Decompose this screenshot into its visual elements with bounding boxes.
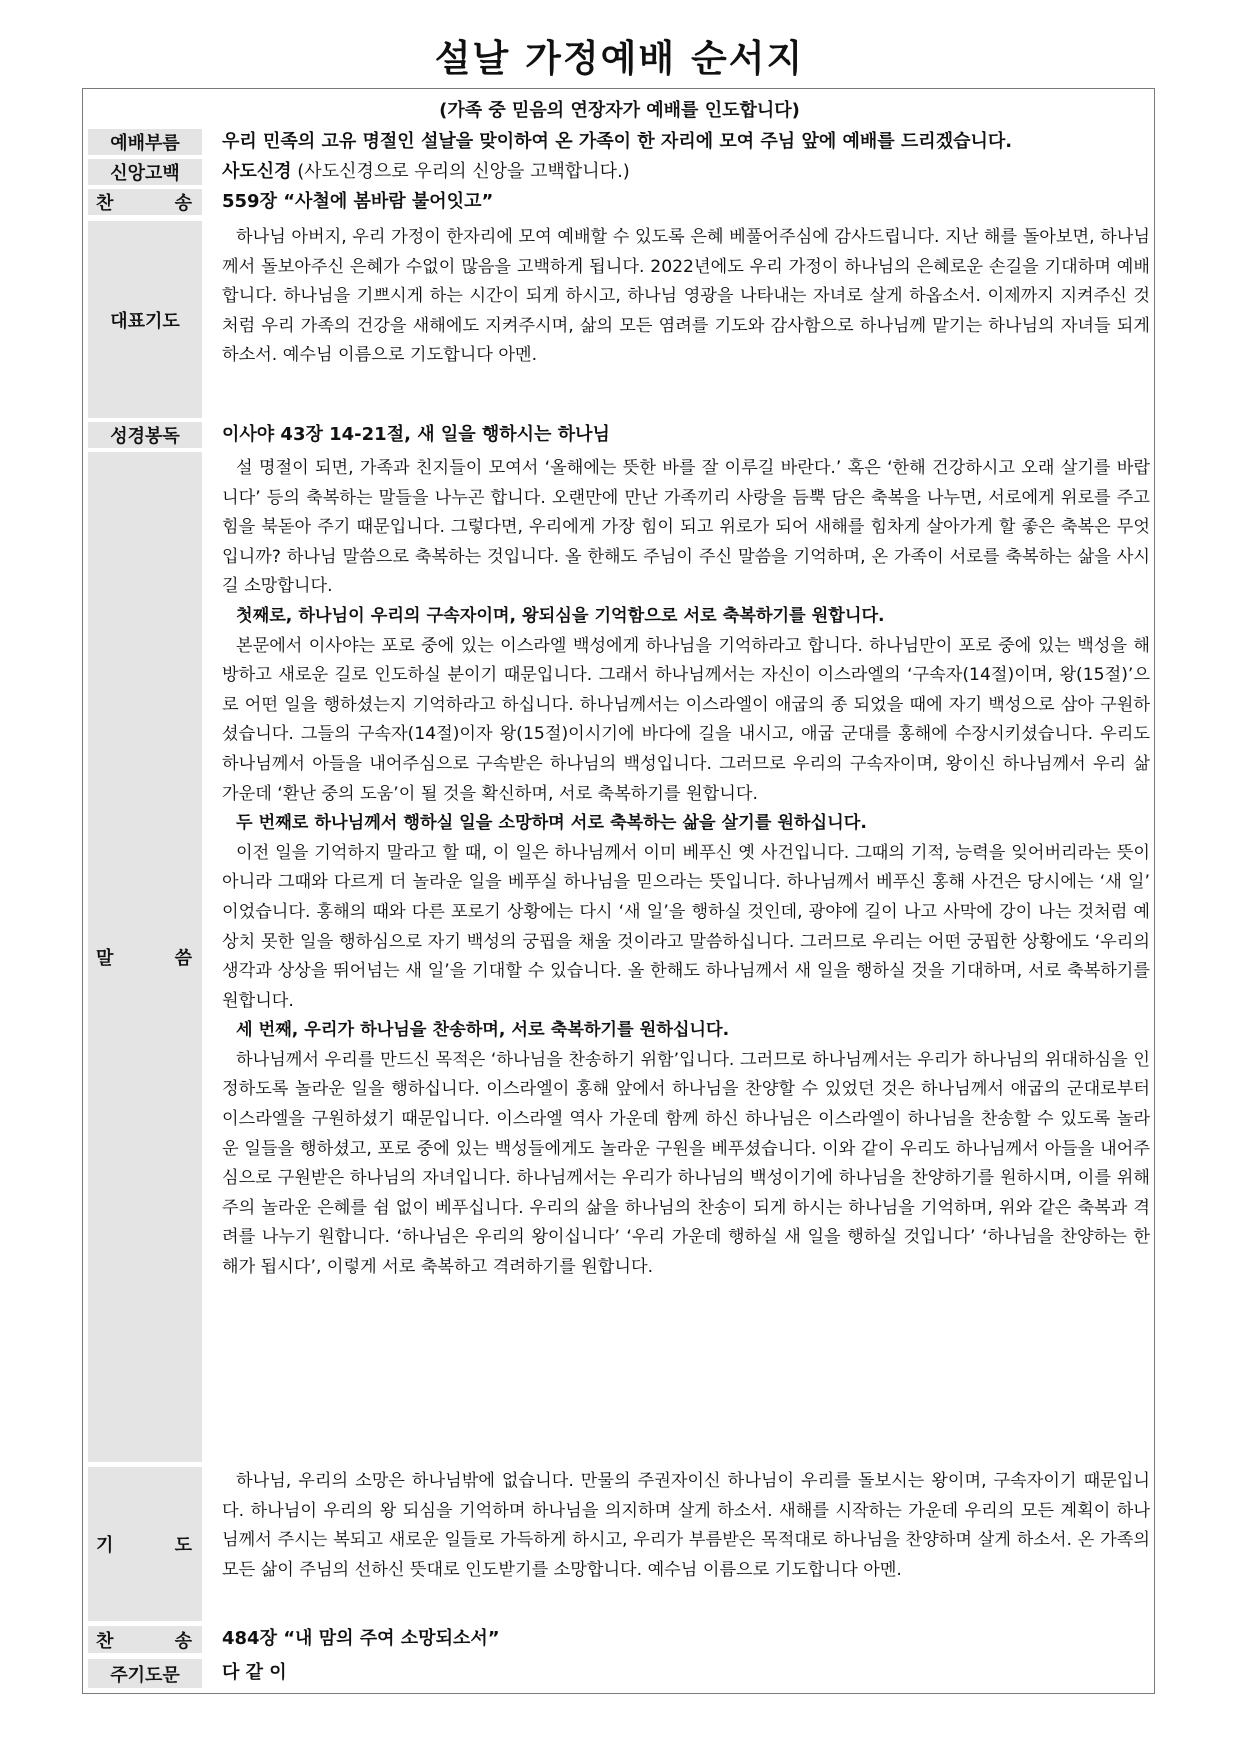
- row-content: 우리 민족의 고유 명절인 설날을 맞이하여 온 가족이 한 자리에 모여 주님 앞에 예배를 드리겠습니다.: [222, 131, 1013, 152]
- row-content: 484장 “내 맘의 주여 소망되소서”: [222, 1628, 500, 1649]
- row-content: [222, 223, 1150, 371]
- row-hymn-2: [88, 1626, 1150, 1653]
- creed-title: 사도신경: [222, 161, 292, 182]
- row-lords-prayer: [88, 1659, 1150, 1688]
- row-prayer: [88, 1467, 1150, 1621]
- row-label: [88, 1626, 202, 1653]
- prayer-paragraph: 하나님, 우리의 소망은 하나님밖에 없습니다. 만물의 주권자이신 하나님이 우리를 돌보시는 왕이며, 구속자이기 때문입니다. 하나님이 우리의 왕 되심을 기억하며 하나님을 의지하며 살게 하소서. 새해를 시작하는 가운데 우리의 모든 계획이 하나님께서 주시는 복되고 새로운 일들로 가득하게 하시고, 우리가 부름받은 목적대로 하나님을 찬양하며 살게 하소서. 온 가족의 모든 삶이 주님의 선하신 뜻대로 인도받기를 소망합니다. 예수님 이름으로 기도합니다 아멘.: [222, 1471, 1150, 1580]
- row-confession: [88, 159, 1150, 185]
- label-char: 씀: [174, 948, 192, 969]
- row-label: 대표기도: [88, 221, 202, 418]
- sermon-intro: 설 명절이 되면, 가족과 친지들이 모여서 ‘올해에는 뜻한 바를 잘 이루길 바란다.’ 혹은 ‘한해 건강하시고 오래 살기를 바랍니다’ 등의 축복하는 말들을 나누곤 합니다. 오랜만에 만난 가족끼리 사랑을 듬뿍 담은 축복을 나누면, 서로에게 위로를 주고 힘을 북돋아 주기 때문입니다. 그렇다면, 우리에게 가장 힘이 되고 위로가 되어 새해를 힘차게 살아가게 할 좋은 축복은 무엇입니까? 하나님 말씀으로 축복하는 것입니다. 올 한해도 주님이 주신 말씀을 기억하며, 온 가족이 서로를 축복하는 삶을 사시길 소망합니다.: [222, 458, 1150, 597]
- subtitle: (가족 중 믿음의 연장자가 예배를 인도합니다): [439, 100, 800, 121]
- row-representative-prayer: [88, 221, 1150, 418]
- row-sermon: [88, 452, 1150, 1462]
- creed-note: (사도신경으로 우리의 신앙을 고백합니다.): [291, 161, 630, 182]
- row-scripture-reading: [88, 422, 1150, 448]
- row-content: [222, 1467, 1150, 1585]
- sermon-point-heading: 첫째로, 하나님이 우리의 구속자이며, 왕되심을 기억함으로 서로 축복하기를 원합니다.: [236, 605, 885, 626]
- page-title: 설날 가정예배 순서지: [434, 37, 805, 80]
- row-label: 신앙고백: [88, 159, 202, 185]
- label-char: 송: [174, 1630, 192, 1652]
- sermon-point-body: 이전 일을 기억하지 말라고 할 때, 이 일은 하나님께서 이미 베푸신 옛 사건입니다. 그때의 기적, 능력을 잊어버리라는 뜻이 아니라 그때와 다르게 더 놀라운 일을 베푸실 하나님을 믿으라는 뜻입니다. 하나님께서 베푸신 홍해 사건은 당시에는 ‘새 일’ 이었습니다. 홍해의 때와 다른 포로기 상황에는 다시 ‘새 일’을 행하실 것인데, 광야에 길이 나고 사막에 강이 나는 것처럼 예상치 못한 일을 행하심으로 자기 백성의 궁핍을 채울 것이라고 말씀하십니다. 그러므로 우리는 어떤 궁핍한 상황에도 ‘우리의 생각과 상상을 뛰어넘는 새 일’을 기대할 수 있습니다. 올 한해도 하나님께서 새 일을 행하실 것을 기대하며, 서로 축복하기를 원합니다.: [222, 842, 1150, 1011]
- sermon-point-heading: 두 번째로 하나님께서 행하실 일을 소망하며 서로 축복하는 삶을 살기를 원하십니다.: [236, 813, 867, 834]
- prayer-paragraph: 하나님 아버지, 우리 가정이 한자리에 모여 예배할 수 있도록 은혜 베풀어주심에 감사드립니다. 지난 해를 돌아보면, 하나님께서 돌보아주신 은혜가 수없이 많음을 고백하게 됩니다. 2022년에도 우리 가정이 하나님의 은혜로운 손길을 기대하며 예배합니다. 하나님을 기쁘시게 하는 시간이 되게 하시고, 하나님 영광을 나타내는 자녀로 살게 하옵소서. 이제까지 지켜주신 것처럼 우리 가족의 건강을 새해에도 지켜주시며, 삶의 모든 염려를 기도와 감사함으로 하나님께 맡기는 하나님의 자녀들 되게 하소서. 예수님 이름으로 기도합니다 아멘.: [222, 227, 1150, 366]
- row-hymn-1: [88, 189, 1150, 215]
- label-char: 찬: [96, 1630, 114, 1652]
- label-char: 송: [174, 193, 192, 214]
- row-label: [88, 189, 202, 215]
- sermon-point-heading: 세 번째, 우리가 하나님을 찬송하며, 서로 축복하기를 원하십니다.: [236, 1020, 730, 1041]
- label-char: 말: [96, 948, 114, 969]
- row-label: 주기도문: [88, 1659, 202, 1688]
- row-call-to-worship: [88, 129, 1150, 155]
- sermon-point-body: 하나님께서 우리를 만드신 목적은 ‘하나님을 찬송하기 위함’입니다. 그러므로 하나님께서는 우리가 하나님의 위대하심을 인정하도록 놀라운 일을 행하십니다. 이스라엘이 홍해 앞에서 하나님을 찬양할 수 있었던 것은 하나님께서 애굽의 군대로부터 이스라엘을 구원하셨기 때문입니다. 이스라엘 역사 가운데 함께 하신 하나님은 이스라엘이 하나님을 찬송할 수 있도록 놀라운 일들을 행하셨고, 포로 중에 있는 백성들에게도 놀라운 구원을 베푸셨습니다. 이와 같이 우리도 하나님께서 아들을 내어주심으로 구원받은 하나님의 자녀입니다. 하나님께서는 우리가 하나님의 백성이기에 하나님을 찬양하기를 원하시며, 이를 위해 주의 놀라운 은혜를 쉼 없이 베푸십니다. 우리의 삶을 하나님의 찬송이 되게 하시는 하나님을 기억하며, 위와 같은 축복과 격려를 나누기 원합니다. ‘하나님은 우리의 왕이십니다’ ‘우리 가운데 행하실 새 일을 행하실 것입니다’ ‘하나님을 찬양하는 한 해가 됩시다’, 이렇게 서로 축복하고 격려하기를 원합니다.: [222, 1049, 1150, 1278]
- row-label: [88, 452, 202, 1462]
- row-label: 예배부름: [88, 129, 202, 155]
- row-content: 이사야 43장 14-21절, 새 일을 행하시는 하나님: [222, 424, 610, 445]
- sermon-point-body: 본문에서 이사야는 포로 중에 있는 이스라엘 백성에게 하나님을 기억하라고 합니다. 하나님만이 포로 중에 있는 백성을 해방하고 새로운 길로 인도하실 분이기 때문입니다. 그래서 하나님께서는 자신이 이스라엘의 ‘구속자(14절)이며, 왕(15절)’으로 어떤 일을 행하셨는지 기억하라고 하십니다. 하나님께서는 이스라엘이 애굽의 종 되었을 때에 자기 백성으로 삼아 구원하셨습니다. 그들의 구속자(14절)이자 왕(15절)이시기에 바다에 길을 내시고, 애굽 군대를 홍해에 수장시키셨습니다. 우리도 하나님께서 아들을 내어주심으로 구속받은 하나님의 백성입니다. 그러므로 우리의 구속자이며, 왕이신 하나님께서 우리 삶 가운데 ‘환난 중의 도움’이 될 것을 확신하며, 서로 축복하기를 원합니다.: [222, 635, 1150, 804]
- row-content: [222, 454, 1150, 1283]
- row-content: [222, 159, 1150, 185]
- row-content: 다 같 이: [222, 1662, 287, 1683]
- label-char: 기: [96, 1535, 114, 1556]
- row-label: 성경봉독: [88, 422, 202, 448]
- row-label: [88, 1467, 202, 1621]
- row-content: 559장 “사철에 봄바람 불어잇고”: [222, 191, 494, 212]
- label-char: 도: [174, 1535, 192, 1556]
- label-char: 찬: [96, 193, 114, 214]
